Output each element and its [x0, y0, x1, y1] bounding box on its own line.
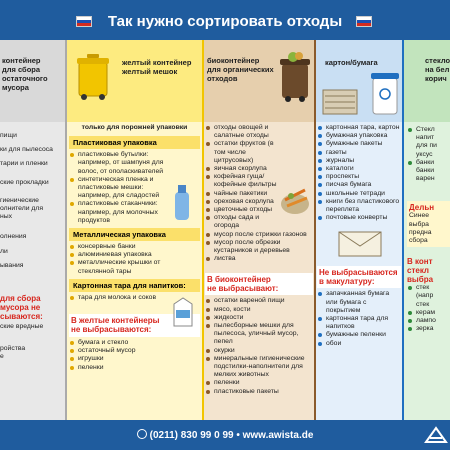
list-item: ных [0, 213, 13, 221]
column-title-line: мусора [2, 83, 29, 92]
contact-text: (0211) 830 99 0 99 • www.awista.de [149, 430, 314, 441]
list-item: пылесборные мешки для пылесоса, уличный мусор, пепел [205, 322, 313, 347]
list-item: пеленки [205, 379, 313, 387]
list-item: е [0, 353, 4, 361]
list-item: банки [407, 159, 450, 167]
not-allowed-title: выбра [407, 275, 434, 285]
column-title-line: остаточного [2, 74, 48, 83]
list-item: напит [416, 134, 435, 142]
section-title: Картонная тара для напитков: [69, 279, 200, 292]
list-item: синтетическая пленка и пластиковые мешки: например, для сладостей [69, 176, 165, 201]
column-title-line: корич [425, 74, 447, 83]
awista-logo [424, 426, 448, 444]
poster-title: Так нужно сортировать отходы [107, 13, 343, 30]
column-title-line: стекло [425, 56, 450, 65]
list-item: мясо, кости [205, 306, 313, 314]
column-title: картон/бумага [325, 58, 378, 67]
list-item: мусор после стрижки газонов [205, 231, 311, 239]
list-item: пластиковые бутылки: например, от шампуня для волос, от ополаскивателей [69, 151, 165, 176]
list-item: уксус [416, 150, 433, 158]
list-item: мусор после обрезки кустарников и деревьев [205, 239, 311, 255]
list-item: остаточный мусор [69, 347, 200, 355]
list-item: газеты [317, 149, 401, 157]
list-item: бумажные пеленки [317, 331, 401, 339]
yellow-container-column [66, 40, 203, 420]
list-item: пластиковые стаканчики: например, для молочных продуктов [69, 200, 165, 225]
list-item: почтовые конверты [317, 214, 401, 222]
column-title-line: контейнер [2, 56, 41, 65]
list-item: кофейная гуща/ кофейные фильтры [205, 173, 283, 189]
list-item: листва [205, 255, 311, 263]
list-item: Стекл [407, 126, 450, 134]
list-item: пищи [0, 132, 17, 139]
list-item: ывания [0, 261, 24, 269]
glass-container-column [403, 40, 450, 420]
list-item: ские вредные [0, 323, 44, 331]
tip-line: предна [409, 228, 432, 236]
list-item: пеленки [69, 364, 200, 372]
list-item: цветочные отходы [205, 206, 283, 214]
brown-bin-icon [279, 50, 311, 102]
list-item: лампо [407, 317, 450, 325]
poster-header [0, 0, 450, 40]
list-item: алюминиевая упаковка [69, 251, 165, 259]
paper-container-column [315, 40, 403, 420]
bio-container-column [203, 40, 315, 420]
not-allowed-title: В конт [407, 257, 433, 267]
list-item: книги без пластикового переплета [317, 198, 401, 214]
paper-bin-icon [371, 68, 399, 118]
list-item: бумага и стекло [69, 339, 200, 347]
list-item: каталоги [317, 165, 401, 173]
column-divider [65, 40, 67, 420]
list-item: консервные банки [69, 243, 165, 251]
not-allowed-title: В биоконтейнер [207, 275, 271, 285]
list-item: школьные тетради [317, 190, 401, 198]
list-item: ки для пылесоса [0, 146, 53, 154]
not-allowed-title: не выбрасывают: [207, 284, 279, 294]
list-item: гиенические [0, 196, 39, 204]
paper-stack-icon [321, 80, 361, 116]
not-allowed-title: для сбора [0, 294, 41, 304]
column-divider [202, 40, 204, 420]
list-item: остатки вареной пищи [205, 297, 313, 305]
list-item: ройства [0, 345, 26, 353]
vegetable-scraps-icon [279, 178, 311, 218]
column-title-line: на бел [425, 65, 450, 74]
list-item: чайные пакетики [205, 190, 283, 198]
column-title-line: биоконтейнер [207, 56, 260, 65]
list-item: запачканная бумага или бумага с покрытием [317, 290, 401, 315]
list-item: проспекты [317, 173, 401, 181]
plastic-bottle-icon [168, 182, 196, 222]
column-title-line: для органических [207, 65, 274, 74]
poster-footer [0, 420, 450, 450]
list-item: керам [407, 309, 450, 317]
column-title-line: желтый мешок [122, 67, 178, 76]
list-item: стек [416, 300, 430, 308]
contact-line [0, 429, 450, 441]
column-title-line: отходов [207, 74, 238, 83]
list-item: олнители для [0, 205, 44, 213]
list-item: ли [0, 247, 8, 255]
yellow-bin-icon [76, 52, 110, 100]
list-item: ские прокладки [0, 178, 49, 186]
list-item: (напр [416, 292, 434, 300]
not-allowed-title: В желтые контейнеры [71, 316, 160, 326]
list-item: обои [317, 340, 401, 348]
not-allowed-title: стекл [407, 266, 429, 276]
tip-title: Дельн [409, 203, 435, 213]
list-item: бумажные пакеты [317, 140, 401, 148]
list-item: отходы овощей и салатные отходы [205, 124, 283, 140]
list-item: тара для молока и соков [69, 294, 200, 302]
list-item: отходы сада и огорода [205, 214, 283, 230]
list-item: игрушки [69, 355, 200, 363]
list-item: пластиковые пакеты [205, 388, 313, 396]
list-item: для пи [416, 142, 437, 150]
residual-waste-column [0, 40, 66, 420]
list-item: варен [416, 175, 435, 183]
list-item: бумажная упаковка [317, 132, 401, 140]
list-item: минеральные гигиенические подстилки-наполнители для мелких животных [205, 355, 313, 380]
not-allowed-title: Не выбрасываются [319, 268, 398, 278]
not-allowed-title: не выбрасываются: [71, 325, 152, 335]
list-item: картонная тара, картон [317, 124, 401, 132]
russian-flag-icon [356, 16, 372, 27]
section-title: Пластиковая упаковка [69, 136, 200, 149]
column-title-line: желтый контейнер [122, 58, 192, 67]
not-allowed-title: сываются: [0, 312, 43, 322]
phone-icon [137, 429, 147, 439]
not-allowed-title: мусора не [0, 303, 41, 313]
list-item: металлические крышки от стеклянной тары [69, 259, 165, 275]
list-item: остатки фруктов (в том числе цитрусовых) [205, 140, 283, 165]
list-item: картонная тара для напитков [317, 315, 401, 331]
column-divider [402, 40, 404, 420]
list-item: яичная скорлупа [205, 165, 283, 173]
section-title: Металлическая упаковка [69, 228, 200, 241]
list-item: жидкости [205, 314, 313, 322]
column-divider [314, 40, 316, 420]
list-item: журналы [317, 157, 401, 165]
tip-line: выбра [409, 220, 429, 228]
tip-line: Синее [409, 212, 430, 220]
list-item: олнения [0, 233, 27, 241]
packaging-note: только для порожней упаковки [81, 124, 188, 131]
not-allowed-title: в макулатуру: [319, 277, 375, 287]
list-item: ореховая скорлупа [205, 198, 283, 206]
list-item: тарии и пленки [0, 160, 48, 168]
list-item: окурки [205, 347, 313, 355]
tip-line: сбора [409, 237, 428, 245]
list-item: писчая бумага [317, 181, 401, 189]
column-title-line: для сбора [2, 65, 41, 74]
list-item: банки [416, 167, 435, 175]
list-item: стек [407, 284, 450, 292]
list-item: зерка [407, 325, 450, 333]
envelope-icon [337, 228, 383, 258]
